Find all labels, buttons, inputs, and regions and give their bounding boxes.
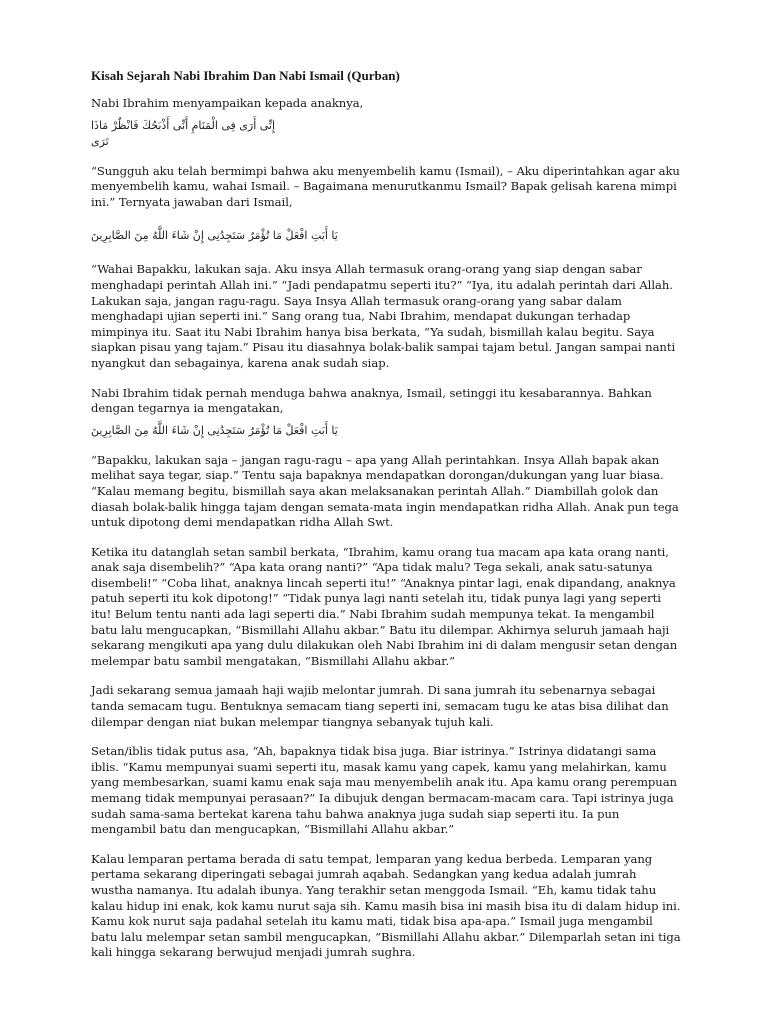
arabic-verse-3: يَا أَبَتِ افْعَلْ مَا تُؤْمَرُ سَتَجِدُنِى إِنْ شَاءَ اللَّهُ مِنَ الصَّابِرِينَ xyxy=(91,423,338,437)
paragraph-4: “Bapakku, lakukan saja – jangan ragu-ragu – apa yang Allah perintahkan. Insya Allah bapak akan melihat saya tegar, siap.” Tentu saja bapaknya mendapatkan dorongan/dukungan yang luar biasa. “Kalau memang begitu, bismillah saya akan melaksanakan perintah Allah.” Diambillah golok dan diasah bolak-balik hingga tajam dengan semata-mata ingin mendapatkan ridha Allah. Anak pun tega untuk dipotong demi mendapatkan ridha Allah Swt. xyxy=(91,452,679,530)
paragraph-5: Ketika itu datanglah setan sambil berkata, “Ibrahim, kamu orang tua macam apa kata orang nanti, anak saja disembelih?” “Apa kata orang nanti?” “Apa tidak malu? Tega sekali, anak satu-satunya disembeli!” “Coba lihat, anaknya lincah seperti itu!” “Anaknya pintar lagi, enak dipandang, anaknya patuh seperti itu kok dipotong!” “Tidak punya lagi nanti setelah itu, tidak punya lagi yang seperti itu! Belum tentu nanti ada lagi seperti dia.” Nabi Ibrahim sudah mempunya tekat. Ia mengambil batu lalu mengucapkan, “Bismillahi Allahu akbar.” Batu itu dilempar. Akhirnya seluruh jamaah haji sekarang mengikuti apa yang dulu dilakukan oleh Nabi Ibrahim ini di dalam mengusir setan dengan melempar batu sambil mengatakan, “Bismillahi Allahu akbar.” xyxy=(91,544,678,668)
document-title: Kisah Sejarah Nabi Ibrahim Dan Nabi Ismail (Qurban) xyxy=(91,68,400,83)
paragraph-6: Jadi sekarang semua jamaah haji wajib melontar jumrah. Di sana jumrah itu sebenarnya sebagai tanda semacam tugu. Bentuknya semacam tiang seperti ini, semacam tugu ke atas bisa dilihat dan dilempar dengan niat bukan melempar tiangnya sebanyak tujuh kali. xyxy=(91,683,669,729)
paragraph-7: Setan/iblis tidak putus asa, “Ah, bapaknya tidak bisa juga. Biar istrinya.” Istrinya didatangi sama iblis. “Kamu mempunyai suami seperti itu, masak kamu yang capek, kamu yang melahirkan, kamu yang membesarkan, suami kamu enak saja mau menyembelih anak itu. Apa kamu orang perempuan memang tidak mempunyai perasaan?” Ia dibujuk dengan bermacam-macam cara. Tapi istrinya juga sudah sama-sama bertekat karena tahu bahwa anaknya juga sudah siap seperti itu. Ia pun mengambil batu dan mengucapkan, “Bismillahi Allahu akbar.” xyxy=(91,744,677,837)
arabic-verse-1: إِنِّى أَرَى فِى الْمَنَامِ أَنِّى أَذْبَحُكَ فَانْظُرْ مَاذَا تَرَى xyxy=(91,118,276,148)
paragraph-1: “Sungguh aku telah bermimpi bahwa aku menyembelih kamu (Ismail), – Aku diperintahkan agar aku menyembelih kamu, wahai Ismail. – Bagaimana menurutkanmu Ismail? Bapak gelisah karena mimpi ini.” Ternyata jawaban dari Ismail, xyxy=(91,163,680,209)
paragraph-2: “Wahai Bapakku, lakukan saja. Aku insya Allah termasuk orang-orang yang siap dengan sabar menghadapi perintah Allah ini.” “Jadi pendapatmu seperti itu?” “Iya, itu adalah perintah dari Allah. Lakukan saja, jangan ragu-ragu. Saya Insya Allah termasuk orang-orang yang sabar dalam menghadapi ujian seperti ini.” Sang orang tua, Nabi Ibrahim, mendapat dukungan terhadap mimpinya itu. Saat itu Nabi Ibrahim hanya bisa berkata, “Ya sudah, bismillah kalau begitu. Saya siapkan pisau yang tajam.” Pisau itu diasahnya bolak-balik sampai tajam betul. Jangan sampai nanti nyangkut dan sebagainya, karena anak sudah siap. xyxy=(91,262,676,370)
arabic-verse-2: يَا أَبَتِ افْعَلْ مَا تُؤْمَرُ سَتَجِدُنِى إِنْ شَاءَ اللَّهُ مِنَ الصَّابِرِينَ xyxy=(91,229,338,243)
paragraph-3: Nabi Ibrahim tidak pernah menduga bahwa anaknya, Ismail, setinggi itu kesabarannya. Bahkan dengan tegarnya ia mengatakan, xyxy=(91,385,652,416)
document-page xyxy=(91,68,681,975)
intro-text: Nabi Ibrahim menyampaikan kepada anaknya, xyxy=(91,96,364,110)
paragraph-8: Kalau lemparan pertama berada di satu tempat, lemparan yang kedua berbeda. Lemparan yang pertama sekarang diperingati sebagai jumrah aqabah. Sedangkan yang kedua adalah jumrah wustha namanya. Itu adalah ibunya. Yang terakhir setan menggoda Ismail. “Eh, kamu tidak tahu kalau hidup ini enak, kok kamu nurut saja sih. Kamu masih bisa ini masih bisa itu di dalam hidup ini. Kamu kok nurut saja padahal setelah itu kamu mati, tidak bisa apa-apa.” Ismail juga mengambil batu lalu melempar setan sambil mengucapkan, “Bismillahi Allahu akbar.” Dilemparlah setan ini tiga kali hingga sekarang berwujud menjadi jumrah sughra. xyxy=(91,851,681,960)
